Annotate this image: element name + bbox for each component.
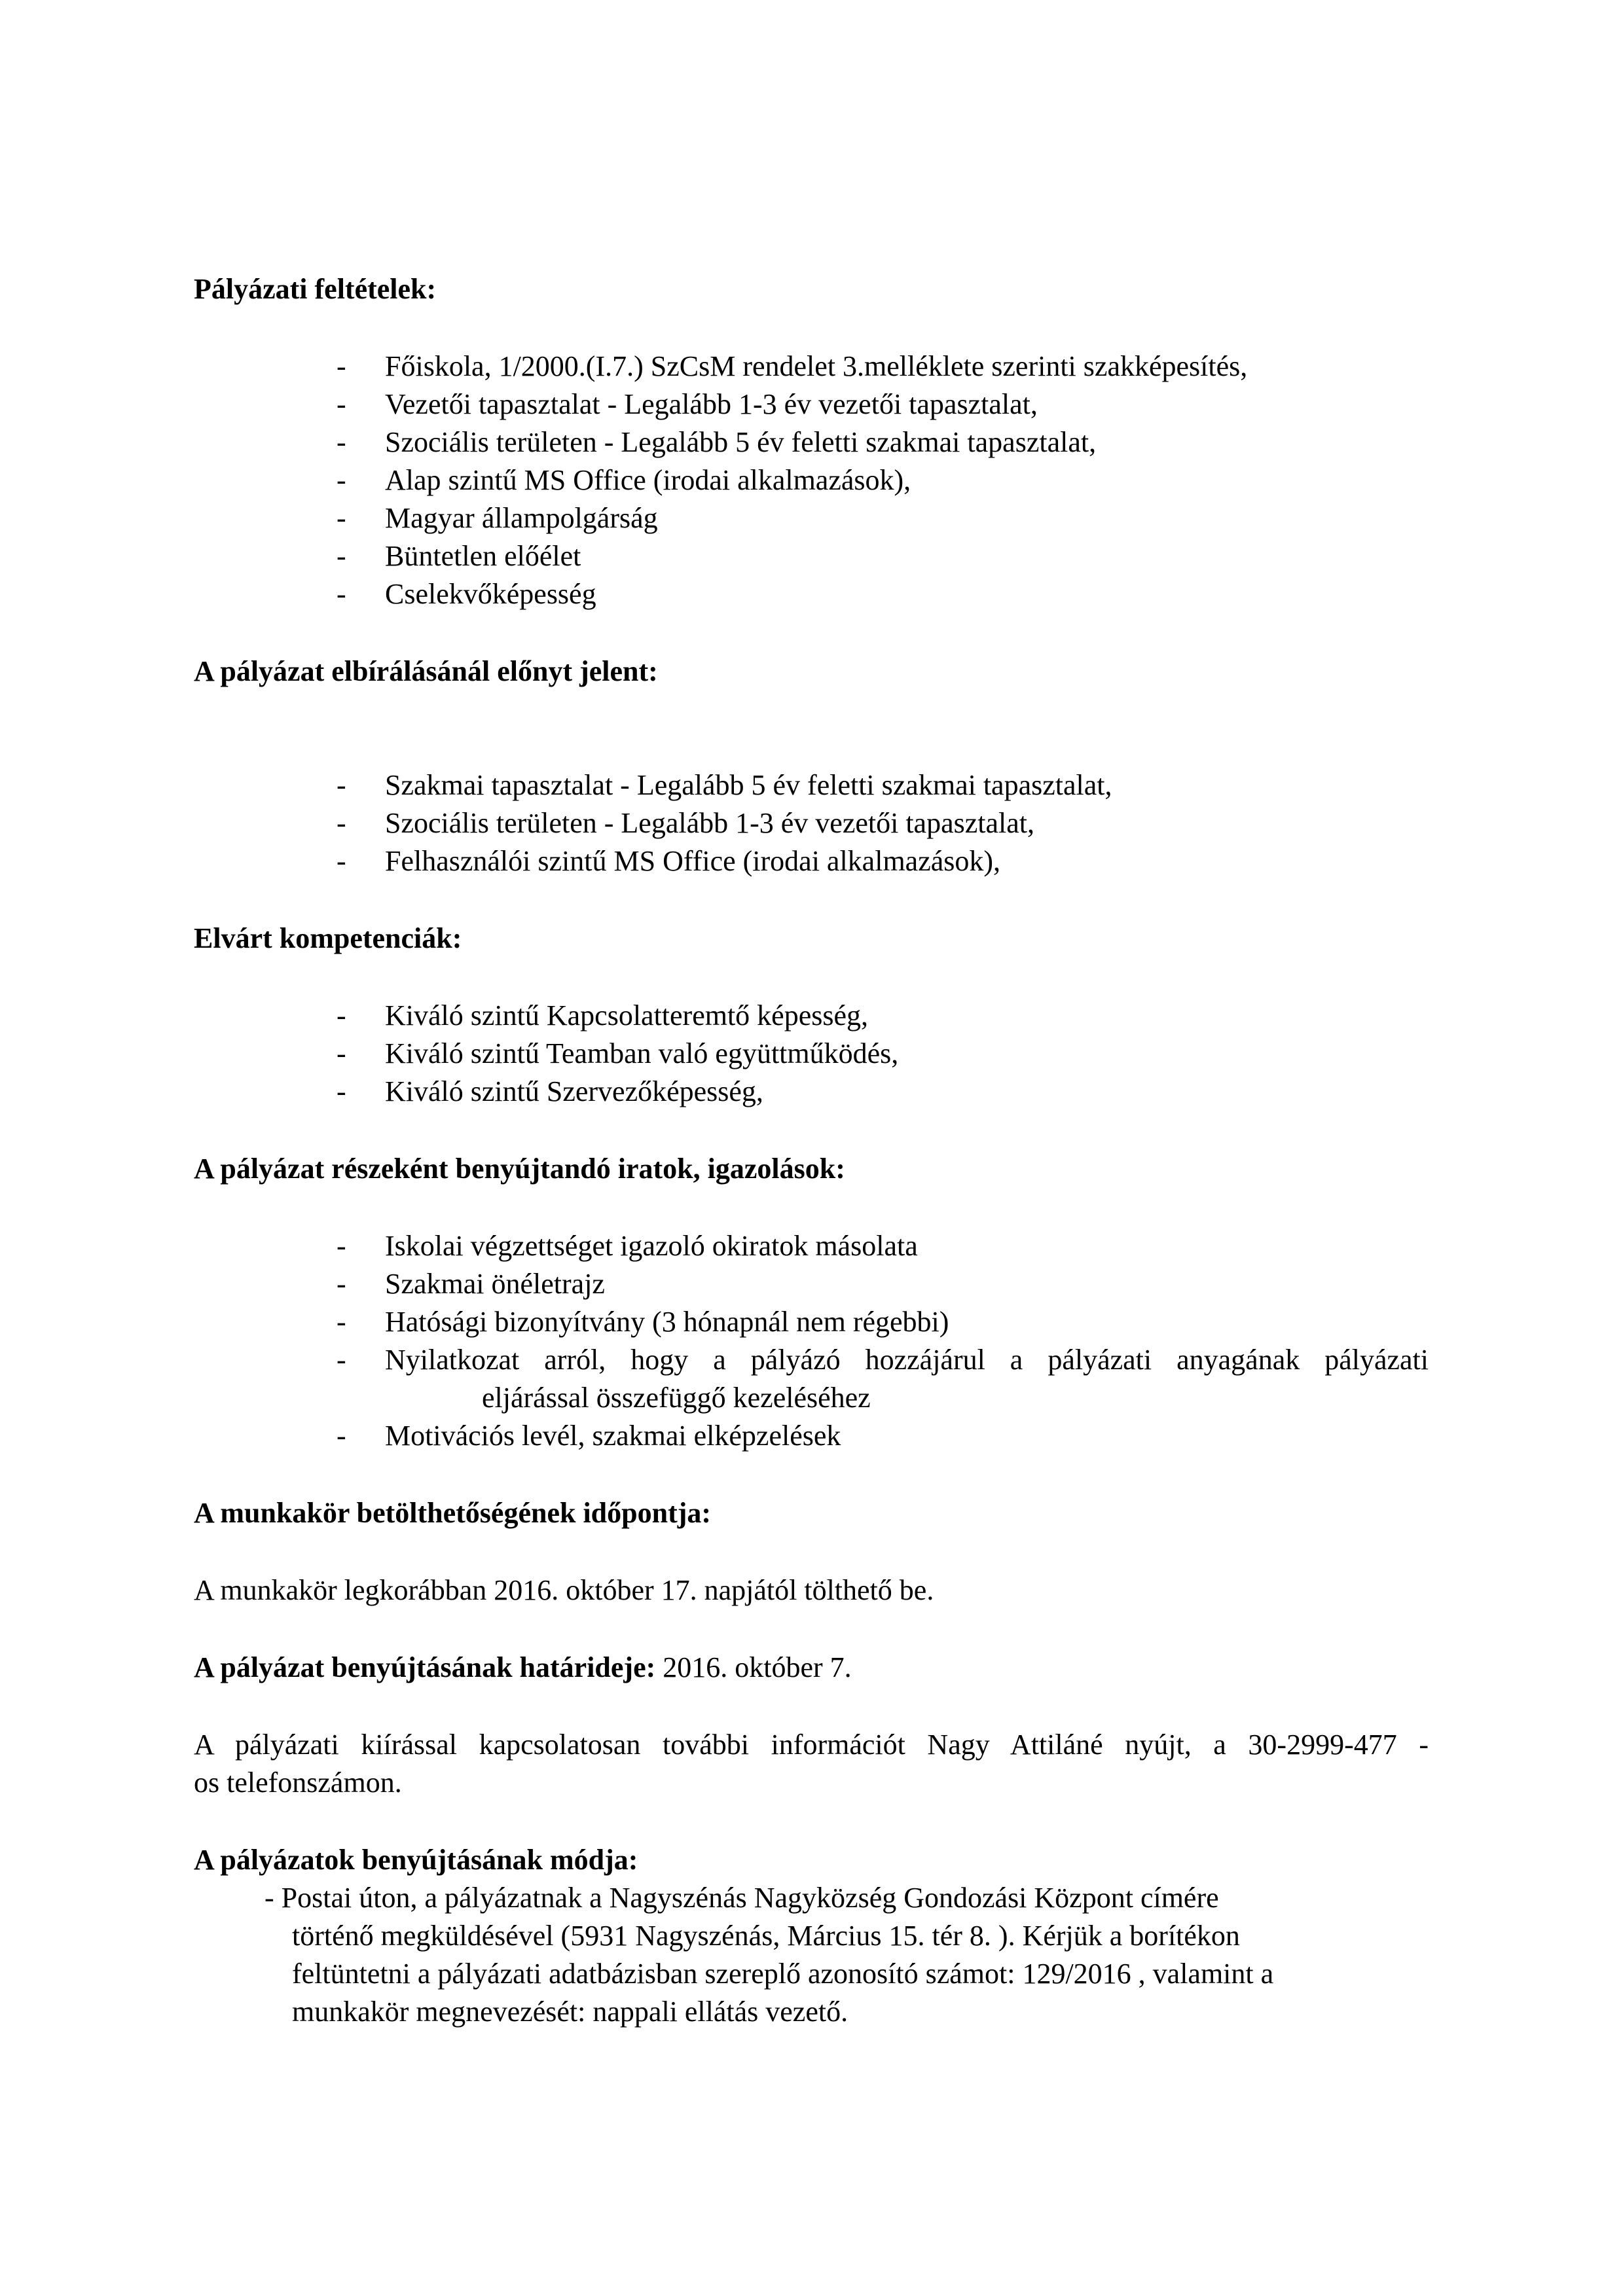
mod-line-2: történő megküldésével (5931 Nagyszénás, Március 15. tér 8. ). Kérjük a borítékon xyxy=(292,1920,1240,1952)
list-bullet: - xyxy=(337,540,346,572)
list-item: Alap szintű MS Office (irodai alkalmazások), xyxy=(385,464,911,496)
list-bullet: - xyxy=(337,388,346,420)
list-bullet: - xyxy=(337,426,346,458)
list-item: Kiváló szintű Teamban való együttműködés, xyxy=(385,1037,899,1069)
list-bullet: - xyxy=(337,845,346,877)
heading-benyujtas-modja: A pályázatok benyújtásának módja: xyxy=(194,1844,638,1876)
hatarido-value: 2016. október 7. xyxy=(655,1651,852,1683)
list-item: Büntetlen előélet xyxy=(385,540,581,572)
list-bullet: - xyxy=(337,769,346,801)
info-line-1: A pályázati kiírással kapcsolatosan további információt Nagy Attiláné nyújt, a 30-2999-477 - xyxy=(194,1729,1429,1761)
list-item: Szakmai tapasztalat - Legalább 5 év feletti szakmai tapasztalat, xyxy=(385,769,1112,801)
list-bullet: - xyxy=(337,578,346,610)
list-bullet: - xyxy=(337,350,346,382)
heading-elvart-kompetenciak: Elvárt kompetenciák: xyxy=(194,922,462,954)
hatarido-line xyxy=(194,1653,852,1682)
list-bullet: - xyxy=(337,502,346,534)
list-item: Iskolai végzettséget igazoló okiratok másolata xyxy=(385,1230,918,1262)
list-item: Kiváló szintű Szervezőképesség, xyxy=(385,1075,763,1107)
list-item: Vezetői tapasztalat - Legalább 1-3 év vezetői tapasztalat, xyxy=(385,388,1038,420)
mod-line-1: - Postai úton, a pályázatnak a Nagyszénás Nagyközség Gondozási Központ címére xyxy=(264,1882,1219,1914)
info-line-2: os telefonszámon. xyxy=(194,1767,402,1799)
hatarido-label: A pályázat benyújtásának határideje: xyxy=(194,1651,656,1683)
list-item: Szociális területen - Legalább 1-3 év vezetői tapasztalat, xyxy=(385,807,1034,839)
betoltes-text: A munkakör legkorábban 2016. október 17. napjától tölthető be. xyxy=(194,1574,934,1606)
heading-palyazati-feltetelek: Pályázati feltételek: xyxy=(194,273,437,305)
list-bullet: - xyxy=(337,1268,346,1300)
list-item: Felhasználói szintű MS Office (irodai alkalmazások), xyxy=(385,845,1001,877)
list-bullet: - xyxy=(337,807,346,839)
list-bullet: - xyxy=(337,1075,346,1107)
heading-betolthetoseg: A munkakör betölthetőségének időpontja: xyxy=(194,1497,712,1529)
list-item: Szakmai önéletrajz xyxy=(385,1268,605,1300)
list-bullet: - xyxy=(337,464,346,496)
list-item: Magyar állampolgárság xyxy=(385,502,658,534)
list-bullet: - xyxy=(337,1344,346,1376)
list-item-continuation: eljárással összefüggő kezeléséhez xyxy=(482,1382,871,1414)
heading-benyujtando-iratok: A pályázat részeként benyújtandó iratok, igazolások: xyxy=(194,1153,845,1185)
list-item: Motivációs levél, szakmai elképzelések xyxy=(385,1420,841,1452)
list-bullet: - xyxy=(337,1230,346,1262)
list-bullet: - xyxy=(337,1037,346,1069)
list-item: Kiváló szintű Kapcsolatteremtő képesség, xyxy=(385,999,869,1031)
heading-elonyt-jelent: A pályázat elbírálásánál előnyt jelent: xyxy=(194,655,658,687)
list-bullet: - xyxy=(337,999,346,1031)
mod-line-3: feltüntetni a pályázati adatbázisban szereplő azonosító számot: 129/2016 , valamint a xyxy=(292,1958,1274,1990)
list-item: Szociális területen - Legalább 5 év feletti szakmai tapasztalat, xyxy=(385,426,1097,458)
list-bullet: - xyxy=(337,1420,346,1452)
mod-line-4: munkakör megnevezését: nappali ellátás vezető. xyxy=(292,1996,848,2028)
list-item: Főiskola, 1/2000.(I.7.) SzCsM rendelet 3.melléklete szerinti szakképesítés, xyxy=(385,350,1248,382)
list-item: Cselekvőképesség xyxy=(385,578,596,610)
list-item: Hatósági bizonyítvány (3 hónapnál nem régebbi) xyxy=(385,1306,949,1338)
list-item: Nyilatkozat arról, hogy a pályázó hozzájárul a pályázati anyagának pályázati xyxy=(385,1344,1429,1376)
list-bullet: - xyxy=(337,1306,346,1338)
